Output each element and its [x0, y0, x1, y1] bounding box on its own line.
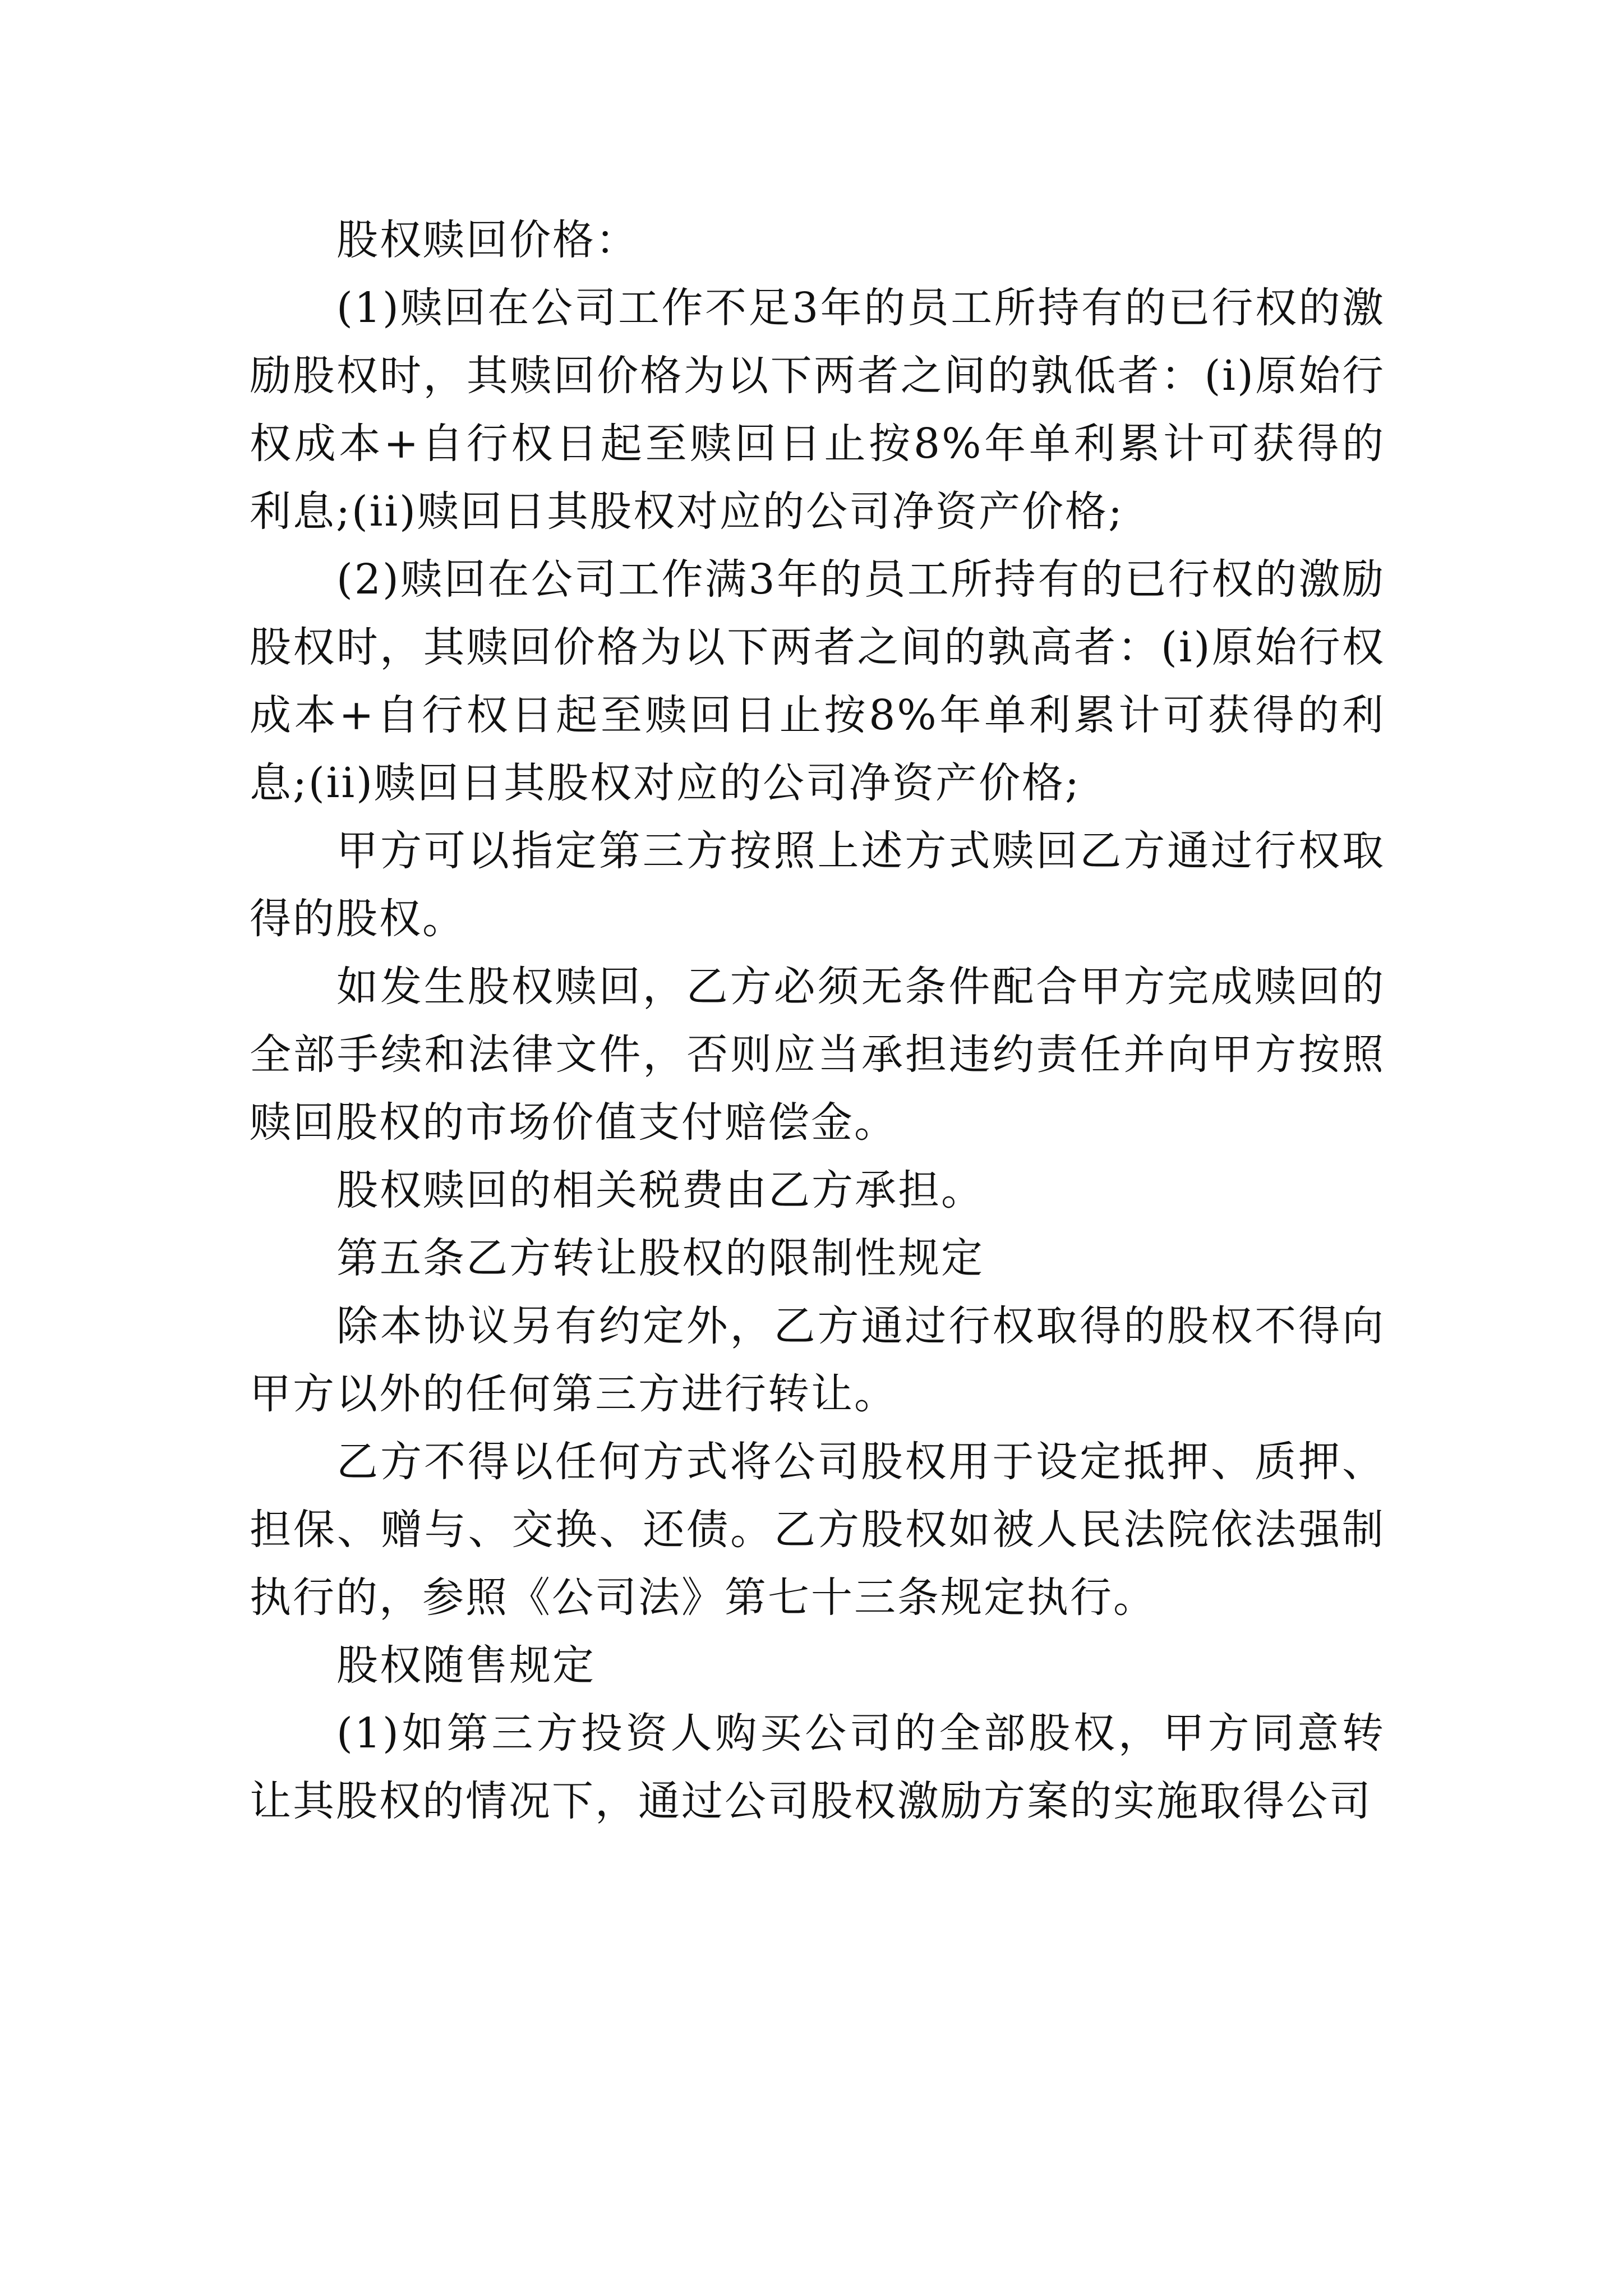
paragraph-redemption-cooperation: 如发生股权赎回，乙方必须无条件配合甲方完成赎回的全部手续和法律文件，否则应当承担违约责任并向甲方按照赎回股权的市场价值支付赔偿金。	[250, 963, 1385, 1147]
paragraph-tag-along-heading: 股权随售规定	[336, 1641, 596, 1690]
paragraph-pledge-prohibition: 乙方不得以任何方式将公司股权用于设定抵押、质押、担保、赠与、交换、还债。乙方股权如被人民法院依法强制执行的，参照《公司法》第七十三条规定执行。	[250, 1438, 1385, 1622]
article-five-heading: 第五条乙方转让股权的限制性规定	[336, 1234, 984, 1282]
paragraph-transfer-restriction: 除本协议另有约定外，乙方通过行权取得的股权不得向甲方以外的任何第三方进行转让。	[250, 1302, 1385, 1418]
paragraph-third-party-redemption: 甲方可以指定第三方按照上述方式赎回乙方通过行权取得的股权。	[250, 827, 1385, 943]
paragraph-redemption-over-3-years: (2)赎回在公司工作满3年的员工所持有的已行权的激励股权时，其赎回价格为以下两者之间的孰高者：(i)原始行权成本+自行权日起至赎回日止按8%年单利累计可获得的利息;(ii)赎回日其股权对应的公司净资产价格;	[250, 555, 1385, 807]
paragraph-redemption-under-3-years: (1)赎回在公司工作不足3年的员工所持有的已行权的激励股权时，其赎回价格为以下两者之间的孰低者：(i)原始行权成本+自行权日起至赎回日止按8%年单利累计可获得的利息;(ii)赎回日其股权对应的公司净资产价格;	[250, 284, 1385, 536]
document-body	[250, 206, 1385, 1835]
paragraph-redemption-price-heading: 股权赎回价格：	[336, 216, 639, 264]
paragraph-tag-along-clause-1: (1)如第三方投资人购买公司的全部股权，甲方同意转让其股权的情况下，通过公司股权激励方案的实施取得公司	[250, 1709, 1385, 1825]
paragraph-redemption-taxes: 股权赎回的相关税费由乙方承担。	[336, 1166, 984, 1214]
